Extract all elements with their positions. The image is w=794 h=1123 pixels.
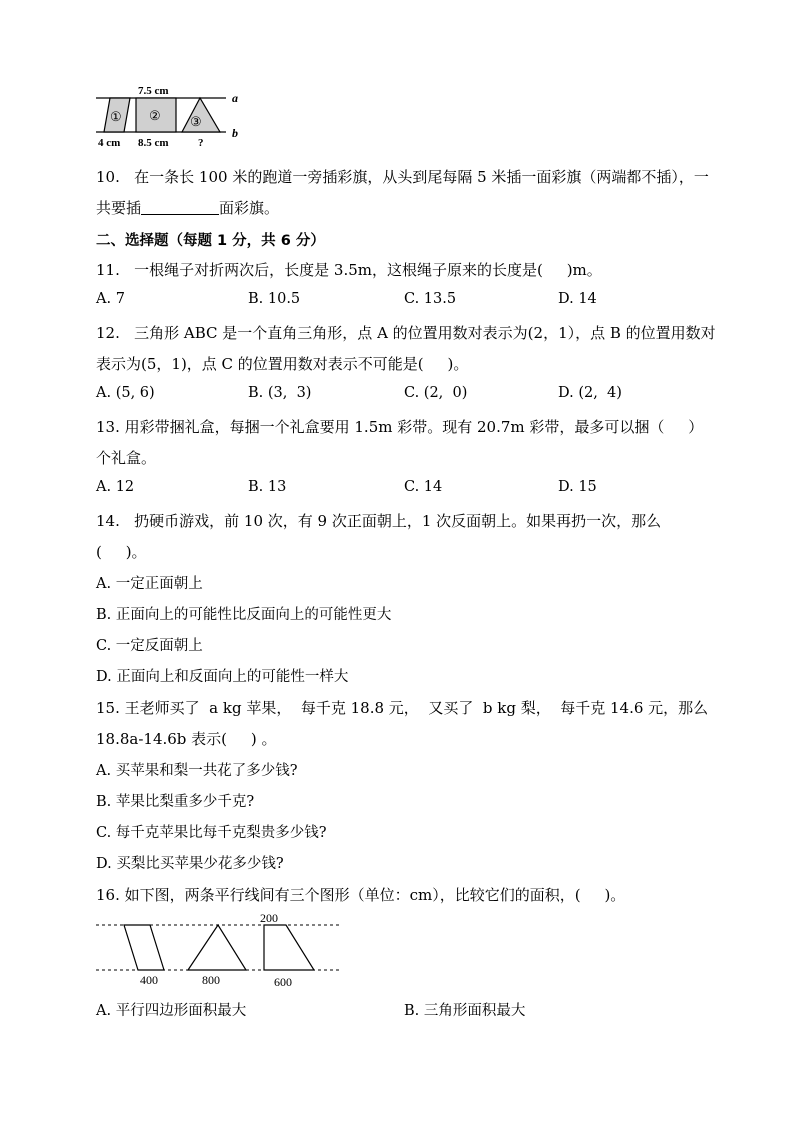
q15-option-d[interactable]: D. 买梨比买苹果少花多少钱? [96, 856, 284, 872]
q16-option-a[interactable]: A. 平行四边形面积最大 [96, 1003, 247, 1019]
q10-answer-blank[interactable] [141, 200, 219, 215]
q14-option-d[interactable]: D. 正面向上和反面向上的可能性一样大 [96, 669, 349, 685]
q14-line2: ( )。 [96, 543, 147, 561]
q15-option-c[interactable]: C. 每千克苹果比每千克梨贵多少钱? [96, 825, 327, 841]
q14-option-a[interactable]: A. 一定正面朝上 [96, 576, 203, 592]
q12-option-a[interactable]: A. (5, 6) [96, 385, 155, 401]
section-2-heading: 二、选择题（每题 1 分，共 6 分） [96, 233, 325, 249]
q16-option-b[interactable]: B. 三角形面积最大 [404, 1003, 526, 1019]
q11-option-b[interactable]: B. 10.5 [248, 291, 301, 307]
q14-line1: 14. 扔硬币游戏，前 10 次，有 9 次正面朝上，1 次反面朝上。如果再扔一次，那么 [96, 512, 662, 530]
q11-text: 11. 一根绳子对折两次后，长度是 3.5m，这根绳子原来的长度是( )m。 [96, 261, 602, 279]
q16-trapezoid [264, 925, 314, 970]
label-line-b: b [232, 126, 238, 140]
q16-line1: 16. 如下图，两条平行线间有三个图形（单位：cm），比较它们的面积，( )。 [96, 886, 626, 904]
q16-label-200: 200 [260, 911, 278, 925]
q16-label-600: 600 [274, 975, 292, 989]
q16-triangle [188, 925, 246, 970]
q15-line2: 18.8a-14.6b 表示( ) 。 [96, 730, 277, 748]
q10-line2-pre: 共要插 [96, 199, 142, 217]
q15-option-a[interactable]: A. 买苹果和梨一共花了多少钱? [96, 763, 298, 779]
label-4cm: 4 cm [98, 137, 121, 149]
q11-option-c[interactable]: C. 13.5 [404, 291, 457, 307]
shape-3-label: ③ [190, 114, 202, 129]
q12-option-b[interactable]: B. (3, 3) [248, 385, 312, 401]
q13-option-b[interactable]: B. 13 [248, 479, 287, 495]
label-line-a: a [232, 91, 238, 105]
q16-label-800: 800 [202, 973, 220, 987]
q13-option-d[interactable]: D. 15 [558, 479, 597, 495]
q14-option-b[interactable]: B. 正面向上的可能性比反面向上的可能性更大 [96, 607, 392, 623]
q15-line1: 15. 王老师买了 a kg 苹果， 每千克 18.8 元， 又买了 b kg 梨， 每千克 14.6 元，那么 [96, 699, 709, 717]
q11-option-a[interactable]: A. 7 [96, 291, 125, 307]
q12-line2: 表示为(5，1)，点 C 的位置用数对表示不可能是( )。 [96, 355, 469, 373]
top-figure [94, 82, 254, 152]
q14-option-c[interactable]: C. 一定反面朝上 [96, 638, 203, 654]
label-85cm: 8.5 cm [138, 137, 169, 149]
q15-option-b[interactable]: B. 苹果比梨重多少千克? [96, 794, 255, 810]
q13-option-a[interactable]: A. 12 [96, 479, 135, 495]
label-question: ? [198, 137, 204, 149]
q11-option-d[interactable]: D. 14 [558, 291, 597, 307]
shape-1-label: ① [110, 109, 122, 124]
q16-figure [94, 908, 346, 990]
q10-line1: 10. 在一条长 100 米的跑道一旁插彩旗，从头到尾每隔 5 米插一面彩旗（两端都不插），一 [96, 168, 709, 186]
q12-line1: 12. 三角形 ABC 是一个直角三角形，点 A 的位置用数对表示为(2，1），点 B 的位置用数对 [96, 324, 716, 342]
q10-line2 [96, 197, 279, 218]
q12-option-d[interactable]: D. (2, 4) [558, 385, 622, 401]
shape-2-label: ② [149, 108, 161, 123]
q13-line2: 个礼盒。 [96, 449, 157, 467]
q16-label-400: 400 [140, 973, 158, 987]
q10-line2-post: 面彩旗。 [219, 199, 280, 217]
q13-option-c[interactable]: C. 14 [404, 479, 443, 495]
q12-option-c[interactable]: C. (2, 0) [404, 385, 468, 401]
label-top: 7.5 cm [138, 85, 169, 97]
q13-line1: 13. 用彩带捆礼盒，每捆一个礼盒要用 1.5m 彩带。现有 20.7m 彩带，最多可以捆（ ） [96, 418, 704, 436]
q16-parallelogram [124, 925, 164, 970]
